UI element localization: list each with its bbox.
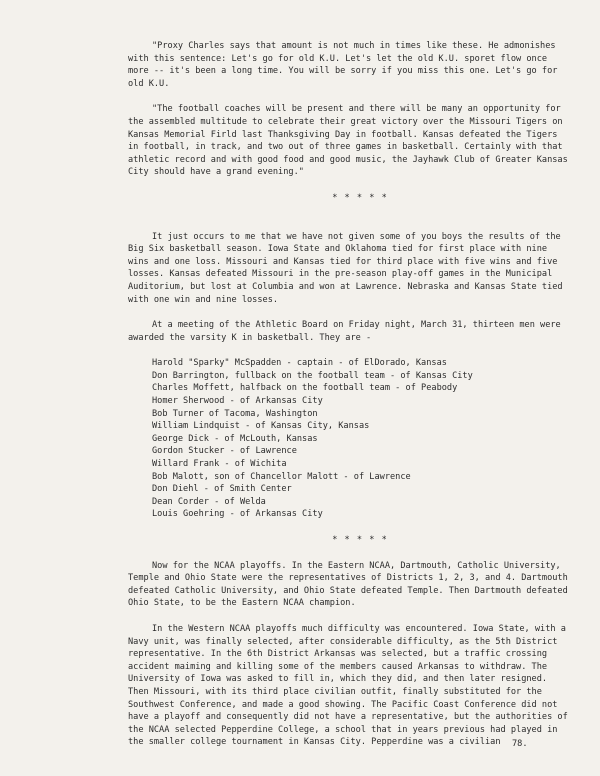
list-item: Bob Turner of Tacoma, Washington bbox=[152, 408, 318, 419]
paragraph-big-six-results: It just occurs to me that we have not given some of you boys the results of the Big Six basketball season. Iowa State and Oklahoma tied for first place with nine wins and one loss. Missouri and Kansas tied for third place with five wins and five losses. Kansas defeated Missouri in the pre-season play-off games in the Municipal Auditorium, but lost at Columbia and won at Lawrence. Nebraska and Kansas State tied with one win and nine losses. bbox=[128, 231, 563, 305]
paragraph-ncaa-eastern: Now for the NCAA playoffs. In the Eastern NCAA, Dartmouth, Catholic University, Temple and Ohio State were the representatives of Districts 1, 2, 3, and 4. Dartmouth defeated Catholic University, and Ohio State defeated Temple. Then Dartmouth defeated Ohio State, to be the Eastern NCAA champion. bbox=[128, 560, 568, 609]
page-number: 78. bbox=[512, 739, 528, 749]
list-item: Louis Goehring - of Arkansas City bbox=[152, 509, 323, 520]
list-item: George Dick - of McLouth, Kansas bbox=[152, 433, 318, 444]
section-separator: * * * * * bbox=[332, 535, 388, 545]
paragraph-football-coaches: "The football coaches will be present and there will be many an opportunity for the assembled multitude to celebrate their great victory over the Missouri Tigers on Kansas Memorial Firld last Thanksgiving Day in football. Kansas defeated the Tigers in football, in track, and two out of three games in basketball. Certainly with that athletic record and with good food and good music, the Jayhawk Club of Greater Kansas City should have a grand evening." bbox=[128, 104, 568, 178]
paragraph-athletic-board: At a meeting of the Athletic Board on Friday night, March 31, thirteen men were awarded the varsity K in basketball. They are - bbox=[128, 320, 561, 343]
paragraph-proxy-charles: "Proxy Charles says that amount is not much in times like these. He admonishes with this sentence: Let's go for old K.U. Let's let the old K.U. sporet flow once more -- it's been a long time. You will be sorry if you miss this one. Let's go for old K.U. bbox=[128, 41, 558, 89]
paragraph-ncaa-western: In the Western NCAA playoffs much difficulty was encountered. Iowa State, with a Navy unit, was finally selected, after considerable difficulty, as the 5th District representative. In the 6th District Arkansas was selected, but a traffic crossing accident maiming and killing some of the members caused Arkansas to withdraw. The University of Iowa was asked to fill in, which they did, and then later resigned. Then Missouri, with its third place civilian outfit, finally substituted for the Southwest Conference, and made a good showing. The Pacific Coast Conference did not have a playoff and consequently did not have a representative, but the authorities of the NCAA selected Pepperdine College, a school that in years previous had played in the smaller college tournament in Kansas City. Pepperdine was a civilian bbox=[128, 623, 568, 748]
list-item: Charles Moffett, halfback on the football team - of Peabody bbox=[152, 383, 458, 394]
list-item: Homer Sherwood - of Arkansas City bbox=[152, 396, 323, 407]
list-item: Bob Malott, son of Chancellor Malott - of Lawrence bbox=[152, 471, 411, 482]
list-item: Dean Corder - of Welda bbox=[152, 496, 266, 507]
list-item: Harold "Sparky" McSpadden - captain - of ElDorado, Kansas bbox=[152, 358, 447, 369]
lettermen-list bbox=[128, 357, 568, 521]
list-item: Don Diehl - of Smith Center bbox=[152, 484, 292, 495]
list-item: Don Barrington, fullback on the football team - of Kansas City bbox=[152, 370, 473, 381]
list-item: Gordon Stucker - of Lawrence bbox=[152, 446, 297, 457]
section-separator: * * * * * bbox=[332, 192, 388, 203]
typed-text-body bbox=[128, 40, 568, 749]
list-item: William Lindquist - of Kansas City, Kansas bbox=[152, 421, 370, 432]
list-item: Willard Frank - of Wichita bbox=[152, 459, 287, 470]
